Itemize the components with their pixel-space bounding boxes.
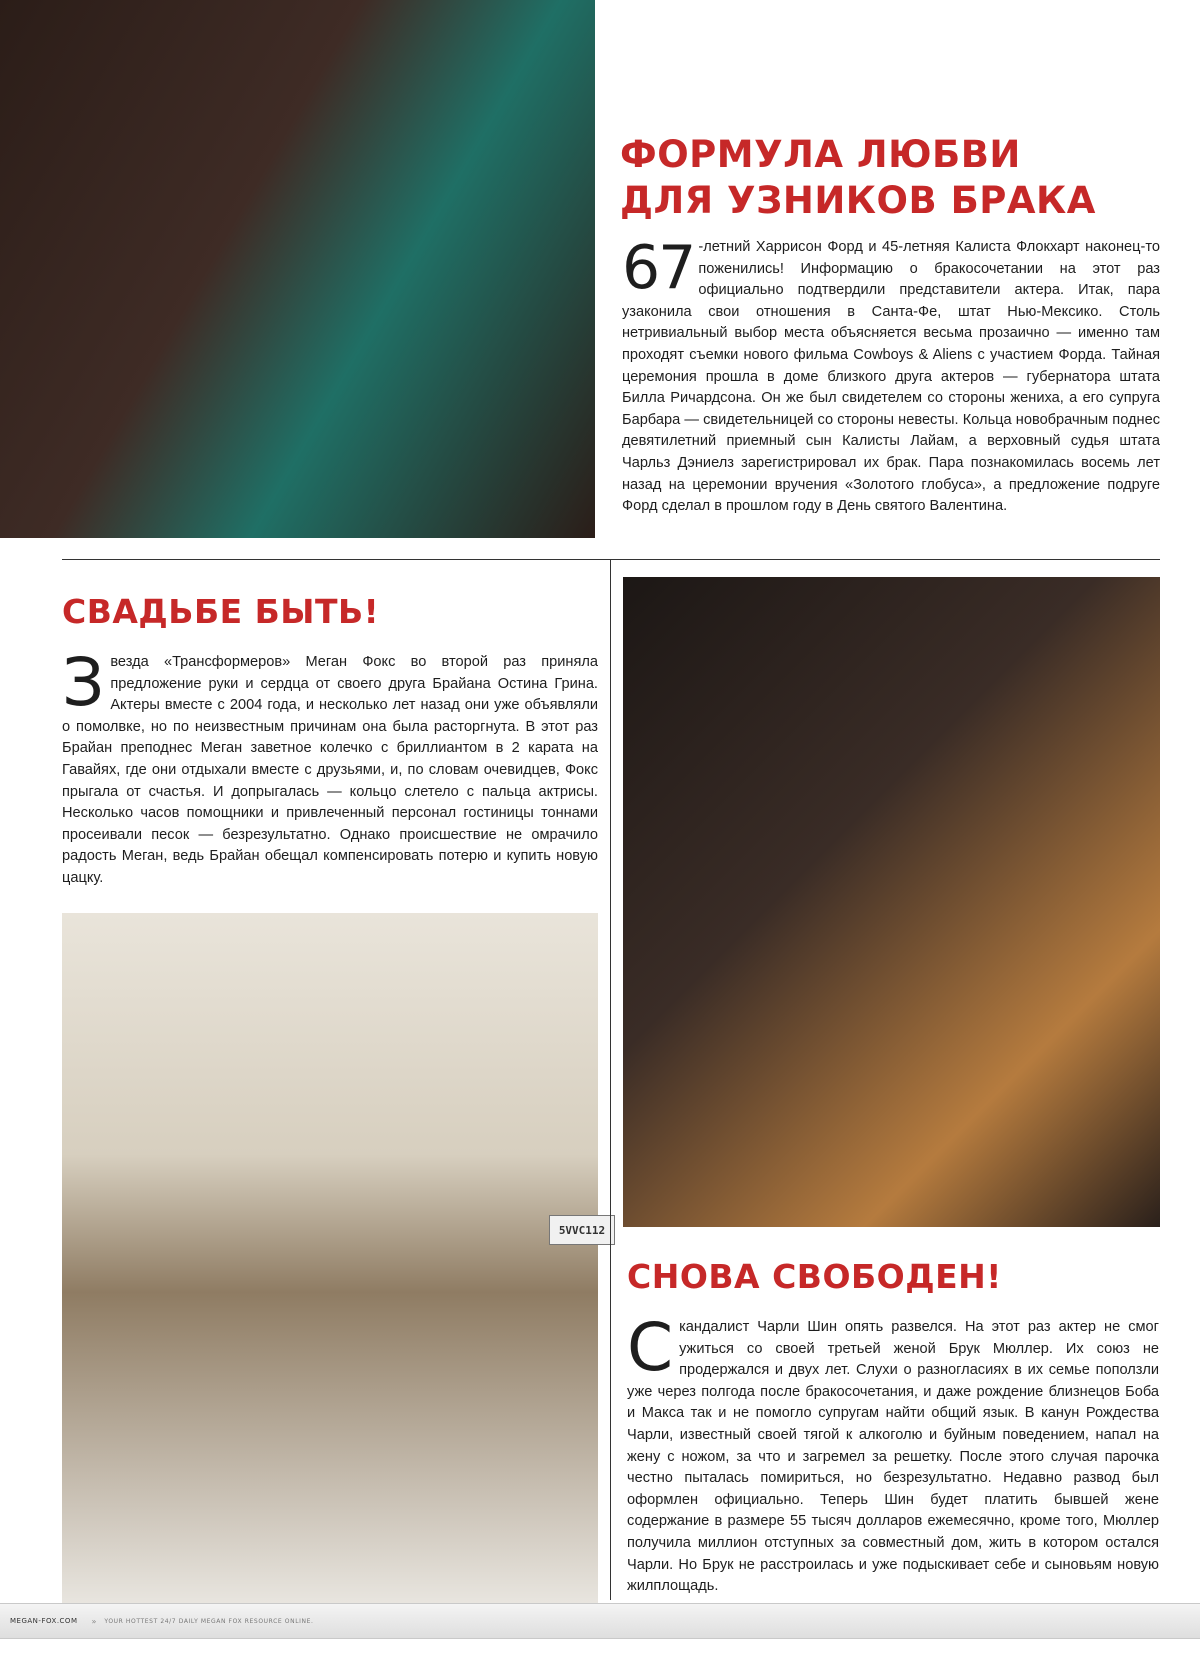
horizontal-divider [62, 559, 1160, 560]
footer-tagline: YOUR HOTTEST 24/7 DAILY MEGAN FOX RESOURCE ONLINE. [104, 1617, 314, 1625]
dropcap: З [62, 644, 105, 721]
article-body-ford [622, 233, 1160, 518]
footer-separator-icon: » [91, 1616, 97, 1626]
photo-sheen-mueller [623, 577, 1160, 1227]
headline-line-1: ФОРМУЛА ЛЮБВИ [620, 133, 1021, 176]
photo-fox-green [62, 913, 606, 1603]
article-text: -летний Харрисон Форд и 45-летняя Калиста Флокхарт наконец-то поженились! Информацию о бракосочетании на этот раз официально подтвердили представители актера. Итак, пара узаконила свои отношения в Санта-Фе, штат Нью-Мексико. Столь нетривиальный выбор места объясняется весьма прозаично — именно там проходят съемки нового фильма Cowboys & Aliens с участием Форда. Тайная церемония прошла в доме близкого друга актеров — губернатора штата Билла Ричардсона. Он же был свидетелем со стороны жениха, а его супруга Барбара — свидетельницей со стороны невесты. Кольца новобрачным поднес девятилетний приемный сын Калисты Лайам, а верховный судья штата Чарльз Дэниелз зарегистрировал их брак. Пара познакомилась восемь лет назад на церемонии вручения «Золотого глобуса», а предложение подруге Форд сделал в прошлом году в День святого Валентина. [622, 239, 1160, 515]
footer-site-link[interactable]: MEGAN-FOX.COM [10, 1617, 78, 1625]
article-headline-ford [620, 132, 1180, 224]
car-license-plate: 5VVC112 [549, 1215, 615, 1245]
dropcap: С [627, 1309, 674, 1386]
article-body-sheen [627, 1309, 1159, 1598]
photo-ford-flockhart [0, 0, 595, 538]
dropcap: 67 [622, 233, 695, 303]
article-headline-fox: СВАДЬБЕ БЫТЬ! [62, 592, 380, 631]
vertical-divider [610, 560, 611, 1600]
article-text: кандалист Чарли Шин опять развелся. На этот раз актер не смог ужиться со своей третьей женой Брук Мюллер. Их союз не продержался и двух лет. Слухи о разногласиях в их семье поползли уже через полгода после бракосочетания, и даже рождение близнецов Боба и Макса так и не помогло супругам найти общий язык. В канун Рождества Чарли, известный своей тягой к алкоголю и буйным поведением, напал на жену с ножом, за что и загремел за решетку. После этого случая парочка честно пыталась помириться, но безрезультатно. Недавно развод был оформлен официально. Теперь Шин будет платить бывшей жене содержание в размере 55 тысяч долларов ежемесячно, кроме того, Мюллер получила миллион отступных за совместный дом, жить в котором остался Чарли. Но Брук не расстроилась и уже подыскивает себе и сыновьям новую жилплощадь. [627, 1319, 1159, 1595]
watermark-footer [0, 1603, 1200, 1639]
article-headline-sheen: СНОВА СВОБОДЕН! [627, 1257, 1002, 1296]
article-body-fox [62, 644, 598, 890]
article-text: везда «Трансформеров» Меган Фокс во второй раз приняла предложение руки и сердца от своего друга Брайана Остина Грина. Актеры вместе с 2004 года, и несколько лет назад они уже объявляли о помолвке, но по неизвестным причинам она была расторгнута. В этот раз Брайан преподнес Меган заветное колечко с бриллиантом в 2 карата на Гавайях, где они отдыхали вместе с друзьями, и, по словам очевидцев, Фокс прыгала от счастья. И допрыгалась — кольцо слетело с пальца актрисы. Несколько часов помощники и привлеченный персонал гостиницы тоннами просеивали песок — безрезультатно. Однако происшествие не омрачило радость Меган, ведь Брайан обещал компенсировать потерю и купить новую цацку. [62, 654, 598, 886]
headline-line-2: ДЛЯ УЗНИКОВ БРАКА [620, 179, 1096, 222]
